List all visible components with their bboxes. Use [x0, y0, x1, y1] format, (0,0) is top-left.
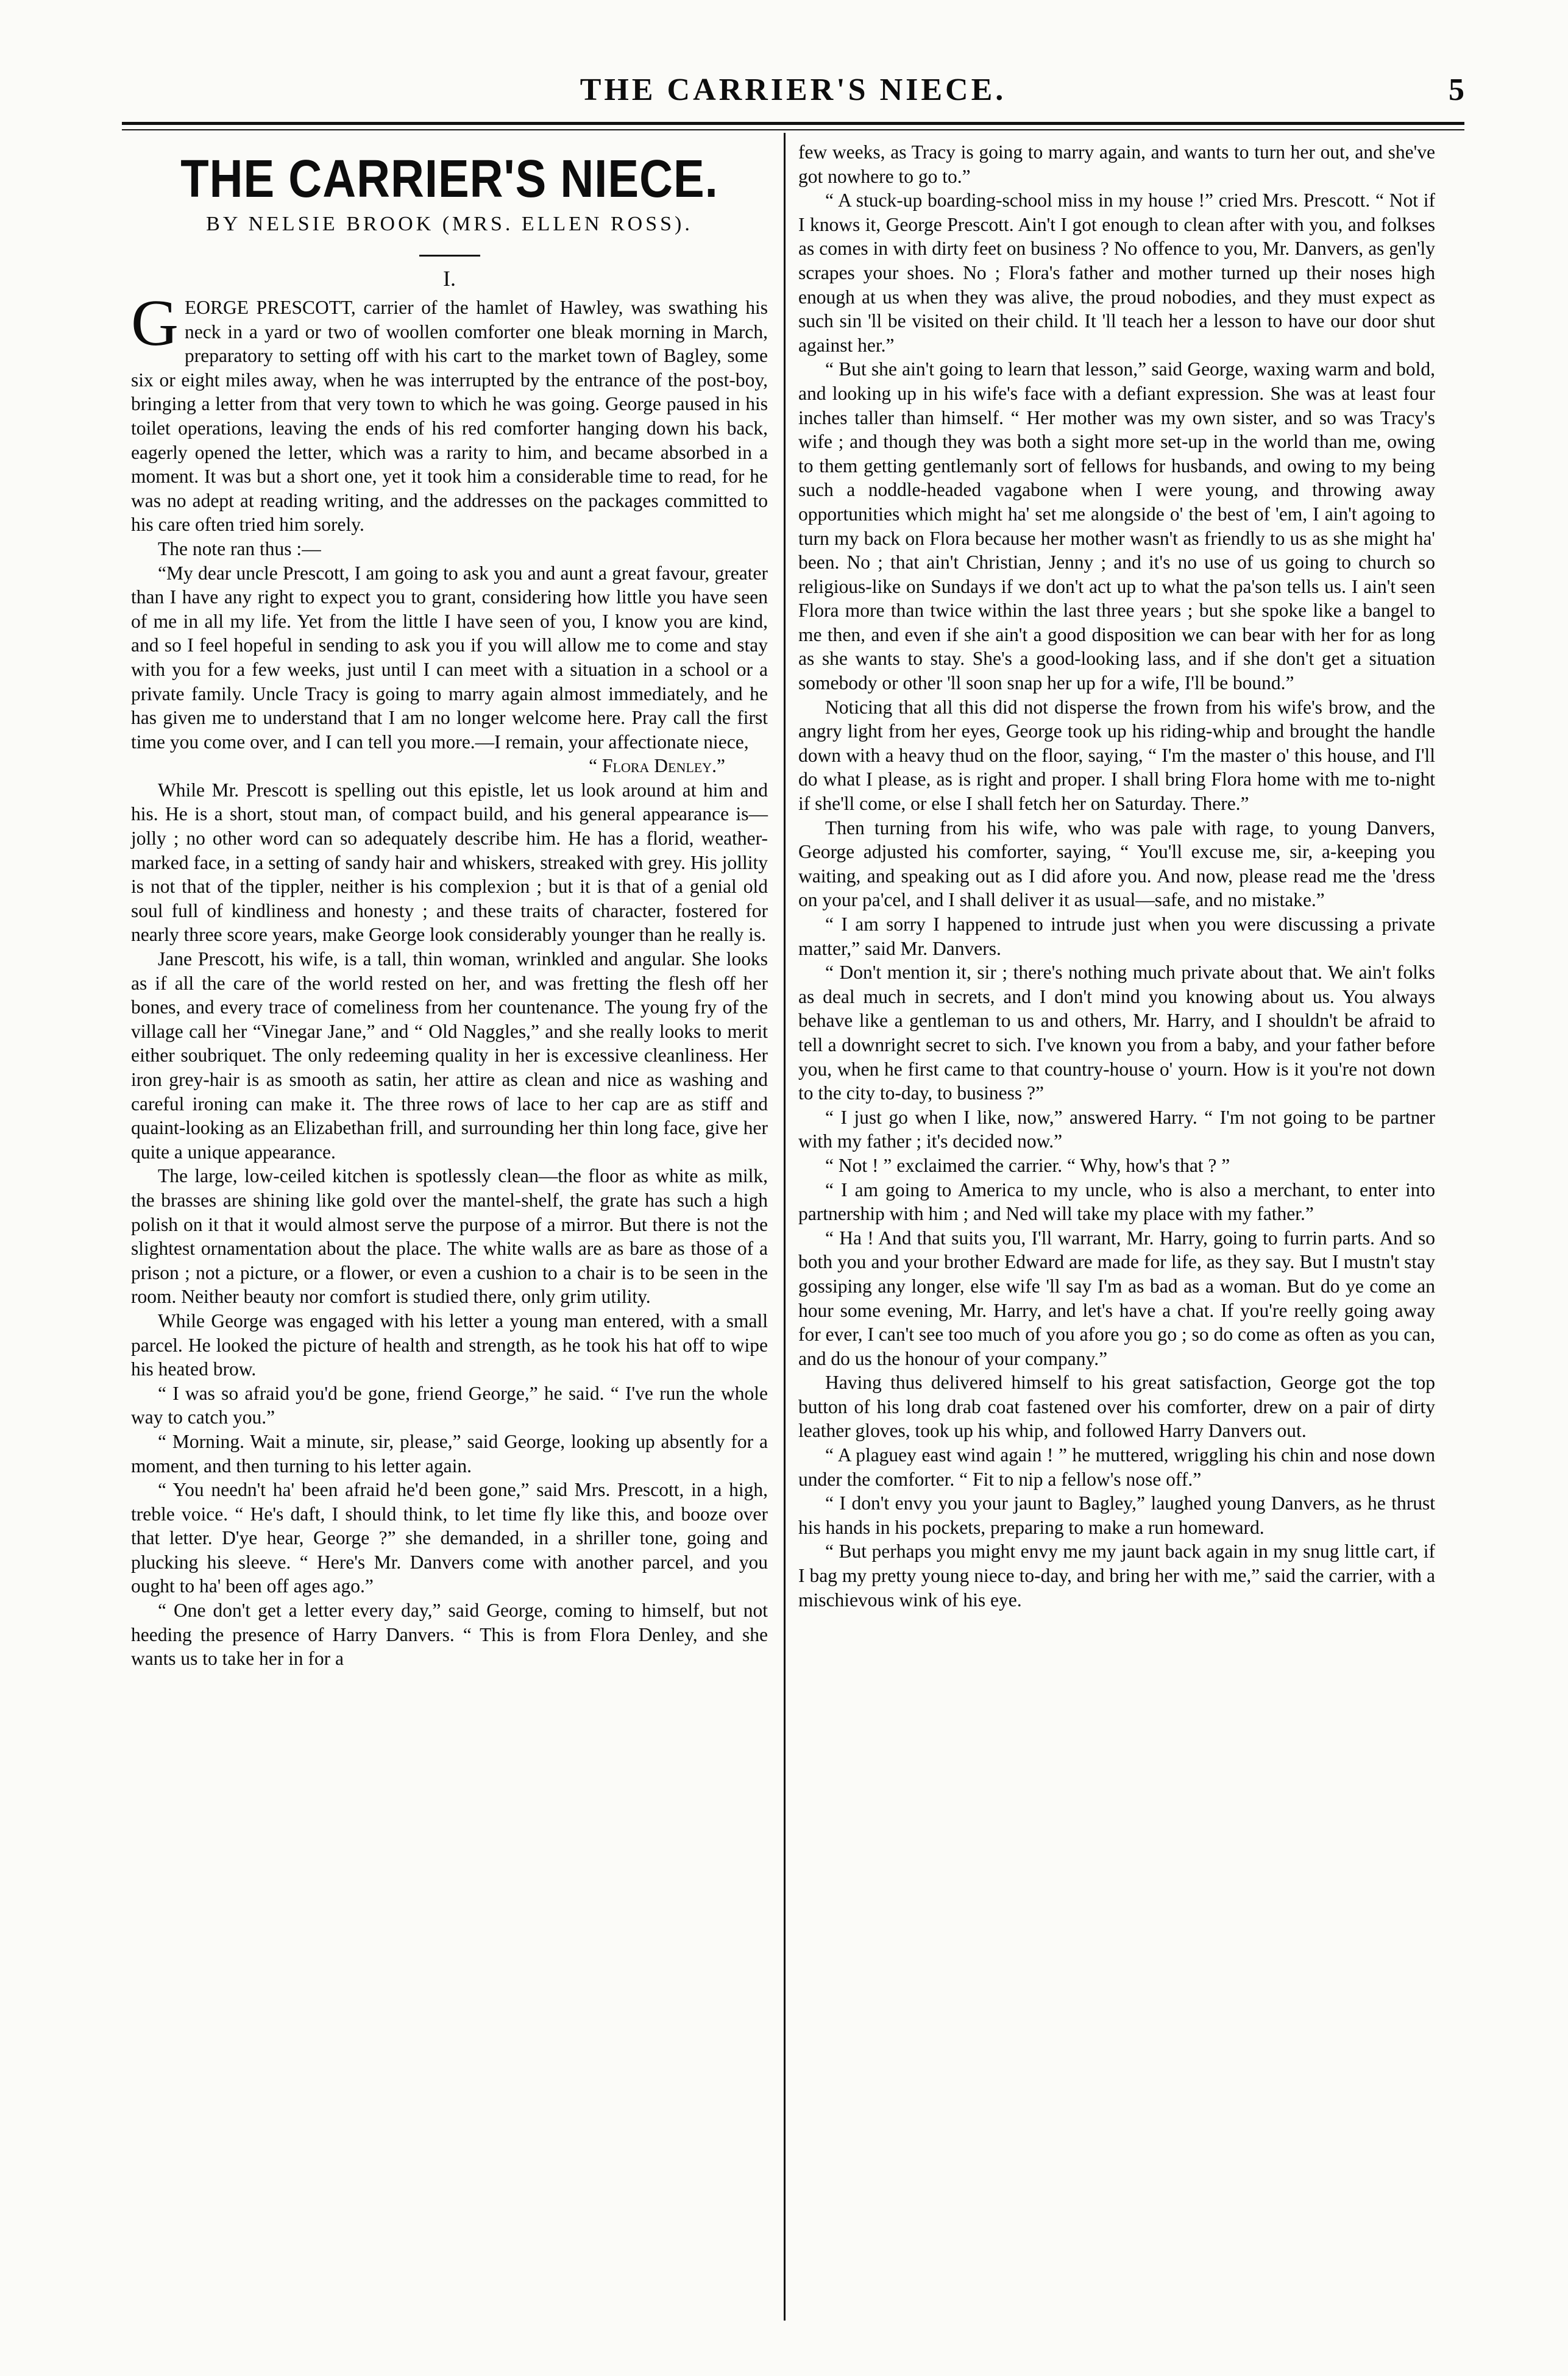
- letter-signature: [131, 754, 768, 778]
- paragraph: “ Not ! ” exclaimed the carrier. “ Why, how's that ? ”: [825, 1154, 1230, 1176]
- story-byline: BY NELSIE BROOK (MRS. ELLEN ROSS).: [206, 213, 693, 235]
- paragraph: Having thus delivered himself to his great satisfaction, George got the top button of his long drab coat fastened over his comforter, drew on a pair of dirty leather gloves, took up his whip, and followed Harry Danvers out.: [798, 1372, 1435, 1442]
- paragraph: “ I just go when I like, now,” answered Harry. “ I'm not going to be partner with my father ; it's decided now.”: [798, 1106, 1435, 1152]
- paragraph: “ Don't mention it, sir ; there's nothing much private about that. We ain't folks as deal much in secrets, and I don't mind you knowing about us. You always behave like a gentleman to us and others, Mr. Harry, and I shouldn't be afraid to tell a downright secret to sich. I've known you from a baby, and your father before you, when he first came to that country-house o' yourn. How is it you're not down to the city to-day, to business ?”: [798, 962, 1435, 1104]
- chapter-number: I.: [443, 266, 456, 291]
- paragraph: Noticing that all this did not disperse the frown from his wife's brow, and the angry light from her eyes, George took up his riding-whip and brought the handle down with a heavy thud on the floor, saying, “ I'm the master o' this house, and I'll do what I please, as is right and proper. I shall bring Flora home with me to-night if she'll come, or else I shall fetch her on Saturday. There.”: [798, 696, 1435, 815]
- paragraph: “ I am going to America to my uncle, who is also a merchant, to enter into partnership with him ; and Ned will take my place with my father.”: [798, 1179, 1435, 1225]
- paragraph: “ A plaguey east wind again ! ” he muttered, wriggling his chin and nose down under the comforter. “ Fit to nip a fellow's nose off.”: [798, 1444, 1435, 1490]
- header-rule-thick: [122, 122, 1464, 125]
- paragraph: “ You needn't ha' been afraid he'd been gone,” said Mrs. Prescott, in a high, treble voice. “ He's daft, I should think, to let time fly like this, and booze over that letter. D'ye hear, George ?” she demanded, in a shriller tone, going and plucking his sleeve. “ Here's Mr. Danvers come with another parcel, and you ought to ha' been off ages ago.”: [131, 1479, 768, 1597]
- paragraph: “ I am sorry I happened to intrude just when you were discussing a private matter,” said Mr. Danvers.: [798, 913, 1435, 959]
- header-rule-thin: [122, 129, 1464, 130]
- paragraph: Then turning from his wife, who was pale with rage, to young Danvers, George adjusted his comforter, saying, “ You'll excuse me, sir, a-keeping you waiting, and speaking out as I did afore you. And now, please read me the 'dress on your pa'cel, and I shall deliver it as usual—safe, and no mistake.”: [798, 817, 1435, 911]
- story-title: THE CARRIER'S NIECE.: [180, 149, 718, 209]
- right-column: [798, 140, 1435, 1612]
- running-head: [122, 72, 1464, 116]
- page-number: 5: [1449, 73, 1464, 107]
- paragraph: “ But perhaps you might envy me my jaunt back again in my snug little cart, if I bag my pretty young niece to-day, and bring her with me,” said the carrier, with a mischievous wink of his eye.: [798, 1541, 1435, 1611]
- paragraph: “My dear uncle Prescott, I am going to ask you and aunt a great favour, greater than I have any right to expect you to grant, considering how little you have seen of me in all my life. Yet from the little I have seen of you, I know you are kind, and so I feel hopeful in sending to ask you if you will allow me to come and stay with you for a few weeks, just until I can meet with a situation in a school or a private family. Uncle Tracy is going to marry again almost immediately, and he has given me to understand that I am no longer welcome here. Pray call the first time you come over, and I can tell you more.—I remain, your affectionate niece,: [131, 562, 768, 753]
- paragraph: “ But she ain't going to learn that lesson,” said George, waxing warm and bold, and looking up in his wife's face with a defiant expression. She was at least four inches taller than himself. “ Her mother was my own sister, and so was Tracy's wife ; and though they was both a sight more set-up in the world than me, owing to them getting gentlemanly sort of fellows for husbands, and owing to my being such a noddle-headed vagabone when I were young, and throwing away opportunities which might ha' set me alongside o' the best of 'em, I ain't agoing to turn my back on Flora because her mother wasn't as friendly to us as she might ha' been. No ; that ain't Christian, Jenny ; and it's no use of us going to church so religious-like on Sundays if we don't act up to what the pa'son tells us. I ain't seen Flora more than twice within the last three years ; but she spoke like a bangel to me then, and even if she ain't a good disposition we can bear with her for as long as she wants to stay. She's a good-looking lass, and if she don't get a situation somebody or other 'll soon snap her up for a wife, I'll be bound.”: [798, 358, 1435, 694]
- column-divider: [784, 133, 786, 2321]
- paragraph: “ One don't get a letter every day,” said George, coming to himself, but not heeding the presence of Harry Danvers. “ This is from Flora Denley, and she wants us to take her in for a: [131, 1600, 768, 1670]
- paragraph: “ I was so afraid you'd be gone, friend George,” he said. “ I've run the whole way to catch you.”: [131, 1382, 768, 1428]
- paragraph: “ Morning. Wait a minute, sir, please,” said George, looking up absently for a moment, and then turning to his letter again.: [131, 1430, 768, 1477]
- left-column: [131, 140, 768, 1671]
- paragraph: [131, 287, 768, 537]
- paragraph: Jane Prescott, his wife, is a tall, thin woman, wrinkled and angular. She looks as if all the care of the world rested on her, and was fretting the flesh off her bones, and every trace of comeliness from her countenance. The young fry of the village call her “Vinegar Jane,” and “ Old Naggles,” and she really looks to merit either soubriquet. The only redeeming quality in her is excessive cleanliness. Her iron grey-hair is as smooth as satin, her attire as clean and nice as washing and careful ironing can make it. The three rows of lace to her cap are as stiff and quaint-looking as an Elizabethan frill, and surrounding her thin long face, give her quite a unique appearance.: [131, 948, 768, 1163]
- paragraph: few weeks, as Tracy is going to marry again, and wants to turn her out, and she've got nowhere to go to.”: [798, 141, 1435, 187]
- paragraph: “ Ha ! And that suits you, I'll warrant, Mr. Harry, going to furrin parts. And so both you and your brother Edward are made for life, as they say. But I mustn't stay gossiping any longer, else wife 'll say I'm as bad as a woman. But do ye come an hour some evening, Mr. Harry, and let's have a chat. If you're reelly going away for ever, I can't see too much of you afore you go ; so do come as often as you can, and do us the honour of your company.”: [798, 1227, 1435, 1369]
- paragraph: The note ran thus :—: [158, 537, 321, 559]
- paragraph: While George was engaged with his letter a young man entered, with a small parcel. He looked the picture of health and strength, as he took his hat off to wipe his heated brow.: [131, 1310, 768, 1380]
- title-rule: [419, 255, 480, 257]
- paragraph: “ A stuck-up boarding-school miss in my house !” cried Mrs. Prescott. “ Not if I knows it, George Prescott. Ain't I got enough to clean after with you, and folkses as comes in with dirty feet on business ? No offence to you, Mr. Danvers, as gen'ly scrapes your shoes. No ; Flora's father and mother turned up their noses high enough at us when they was alive, the proud nobodies, and they must expect as such sin 'll be visited on their child. It 'll teach her a lesson to have our door shut against her.”: [798, 190, 1435, 356]
- running-title: THE CARRIER'S NIECE.: [580, 73, 1007, 107]
- paragraph: While Mr. Prescott is spelling out this epistle, let us look around at him and his. He is a short, stout man, of compact build, and his general appearance is—jolly ; no other word can so adequately describe him. He has a florid, weather-marked face, in a setting of sandy hair and whiskers, streaked with grey. His jollity is not that of the tippler, neither is his complexion ; but it is that of a genial old soul full of kindliness and honesty ; and these traits of character, fostered for nearly three score years, make George look considerably younger than he really is.: [131, 779, 768, 946]
- drop-cap: G: [131, 287, 179, 360]
- paragraph: The large, low-ceiled kitchen is spotlessly clean—the floor as white as milk, the brasses are shining like gold over the mantel-shelf, the grate has such a high polish on it that it would almost serve the purpose of a mirror. But there is not the slightest ornamentation about the place. The white walls are as bare as those of a prison ; not a picture, or a flower, or even a cushion to a chair is to be seen in the room. Neither beauty nor comfort is studied there, only grim utility.: [131, 1165, 768, 1308]
- paragraph: “ I don't envy you your jaunt to Bagley,” laughed young Danvers, as he thrust his hands in his pockets, preparing to make a run homeward.: [798, 1492, 1435, 1538]
- paragraph-text: EORGE PRESCOTT, carrier of the hamlet of Hawley, was swathing his neck in a yard or two of woollen comforter one bleak morning in March, preparatory to setting off with his cart to the market town of Bagley, some six or eight miles away, when he was interrupted by the entrance of the post-boy, bringing a letter from that very town to which he was going. George paused in his toilet operations, leaving the ends of his red comforter hanging down his back, eagerly opened the letter, which was a rarity to him, and became absorbed in a moment. It was but a short one, yet it took him a considerable time to read, for he was no adept at reading writing, and the addresses on the packages committed to his care often tried him sorely.: [131, 297, 768, 536]
- signature-name: “ Flora Denley.”: [589, 755, 725, 777]
